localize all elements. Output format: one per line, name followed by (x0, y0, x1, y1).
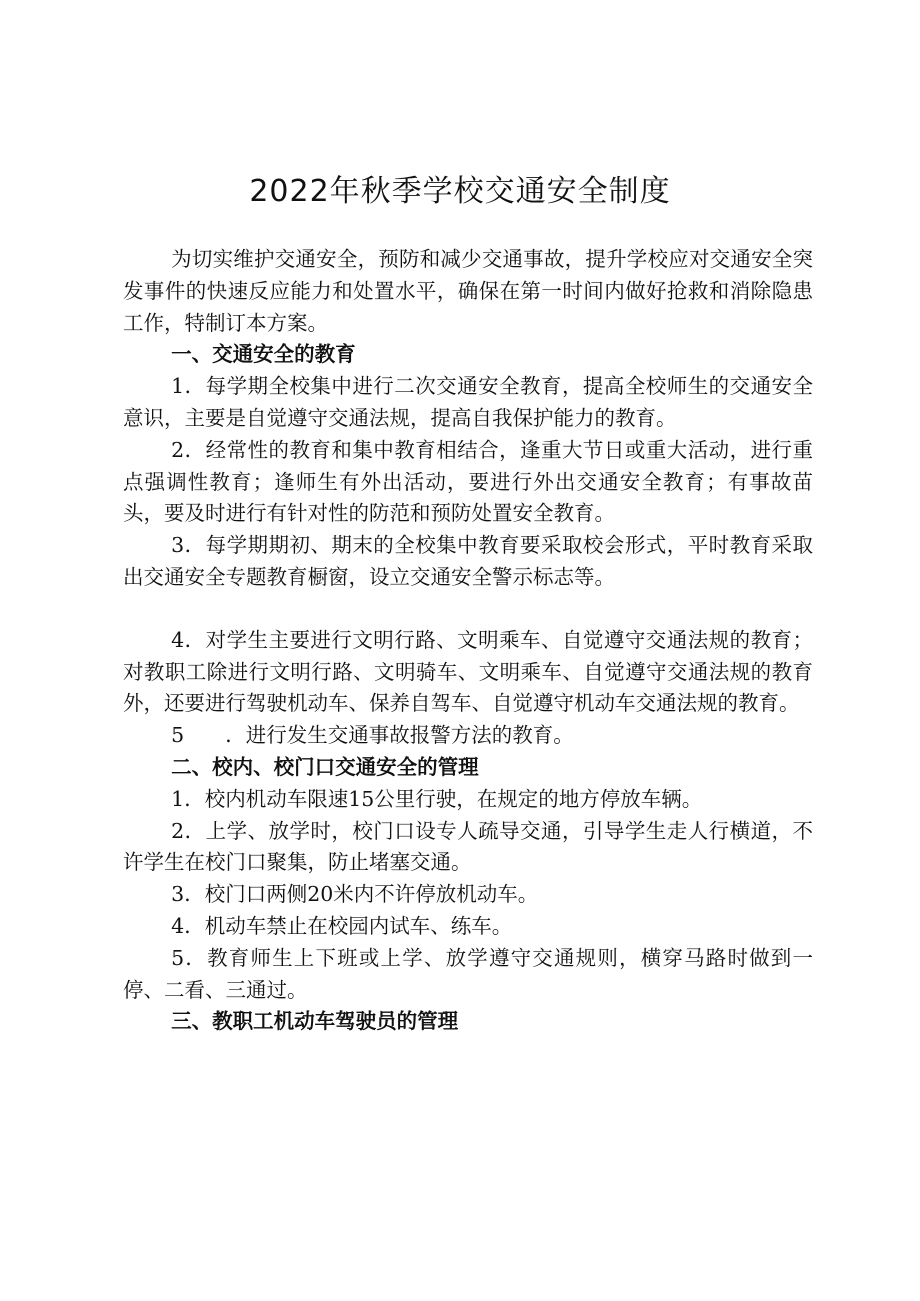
intro-paragraph: 为切实维护交通安全，预防和减少交通事故，提升学校应对交通安全突发事件的快速反应能力和处置水平，确保在第一时间内做好抢救和消除隐患工作，特制订本方案。 (123, 247, 813, 335)
section-2-item: 4．机动车禁止在校园内试车、练车。 (171, 913, 513, 938)
section-2-item: 2．上学、放学时，校门口设专人疏导交通，引导学生走人行横道，不许学生在校门口聚集，防止堵塞交通。 (123, 818, 813, 875)
paragraph-gap (123, 594, 813, 625)
section-1-item: 2．经常性的教育和集中教育相结合，逢重大节日或重大活动，进行重点强调性教育；逢师生有外出活动，要进行外出交通安全教育；有事故苗头，要及时进行有针对性的防范和预防处置安全教育。 (123, 437, 813, 526)
section-1-item: 5 ．进行发生交通事故报警方法的教育。 (171, 723, 574, 748)
section-1-item: 4．对学生主要进行文明行路、文明乘车、自觉遵守交通法规的教育；对教职工除进行文明行路、文明骑车、文明乘车、自觉遵守交通法规的教育外，还要进行驾驶机动车、保养自驾车、自觉遵守机动车交通法规的教育。 (123, 627, 813, 716)
section-3-heading: 三、教职工机动车驾驶员的管理 (171, 1009, 459, 1034)
document-title: 2022年秋季学校交通安全制度 (249, 174, 671, 209)
section-1-heading: 一、交通安全的教育 (171, 342, 356, 367)
section-2-item: 5．教育师生上下班或上学、放学遵守交通规则，横穿马路时做到一停、二看、三通过。 (123, 945, 813, 1002)
document-body (123, 244, 813, 1038)
section-1-item: 1．每学期全校集中进行二次交通安全教育，提高全校师生的交通安全意识，主要是自觉遵守交通法规，提高自我保护能力的教育。 (123, 374, 813, 430)
section-2-item: 1．校内机动车限速15公里行驶，在规定的地方停放车辆。 (171, 786, 703, 811)
section-1-item: 3．每学期期初、期末的全校集中教育要采取校会形式，平时教育采取出交通安全专题教育橱窗，设立交通安全警示标志等。 (123, 533, 813, 589)
section-2-item: 3．校门口两侧20米内不许停放机动车。 (171, 882, 539, 907)
section-2-heading: 二、校内、校门口交通安全的管理 (171, 754, 479, 779)
